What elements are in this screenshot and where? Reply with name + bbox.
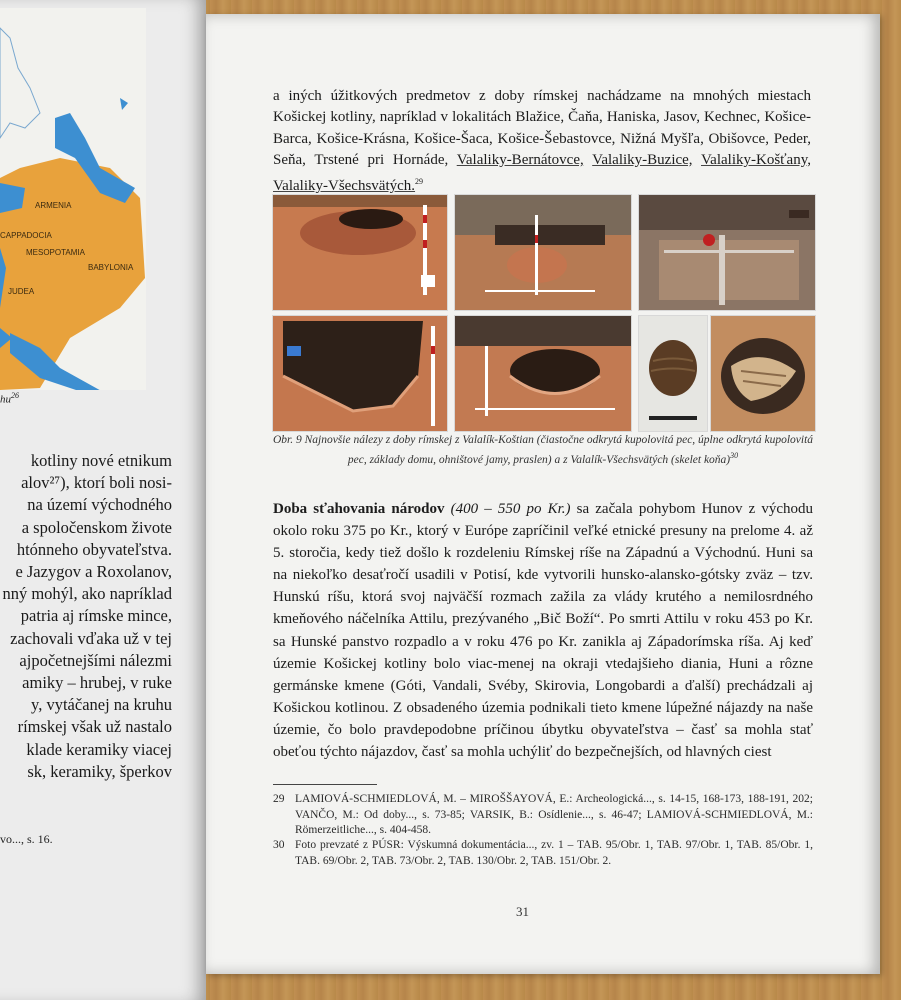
left-text-line: alov²⁷), ktorí boli nosi- xyxy=(21,473,172,493)
left-text-line: amiky – hrubej, v ruke xyxy=(22,673,172,693)
map-label-mesopotamia: MESOPOTAMIA xyxy=(26,248,85,257)
excavation-photo xyxy=(272,194,448,311)
left-text-line: nný mohýl, ako napríklad xyxy=(2,584,172,604)
footnote-29 xyxy=(273,792,813,839)
left-text-line: e Jazygov a Roxolanov, xyxy=(15,562,172,582)
left-text-line: sk, keramiky, šperkov xyxy=(27,761,172,781)
left-text-line: a spoločenskom živote xyxy=(21,517,172,537)
map-label-babylonia: BABYLONIA xyxy=(88,263,134,272)
excavation-photo xyxy=(454,315,632,432)
main-paragraph xyxy=(273,498,813,763)
footnote-number: 30 xyxy=(273,839,285,851)
map-caption: $hu^{26}$ xyxy=(0,391,19,406)
location-link: Valaliky-Všechsvätých. xyxy=(273,178,416,195)
excavation-photo xyxy=(638,194,816,311)
section-heading: Doba sťahovania národov xyxy=(273,501,445,517)
right-page xyxy=(206,14,880,974)
location-link: Valaliky-Bernátovce, xyxy=(456,151,584,168)
left-text-line: ajpočetnejšími nálezmi xyxy=(19,650,172,670)
date-range: (400 – 550 po Kr.) xyxy=(450,501,571,517)
page-number: 31 xyxy=(516,904,529,919)
footnote-number: 29 xyxy=(273,793,285,805)
main-paragraph-text: sa začala pohybom Hunov z východu okolo roku 375 po Kr., ktorý v Európe zapríčinil veľké etnické presuny na prelome 4. až 5. storočia, kedy tiež došlo k rozdeleniu Rímskej ríše na Západnú a Východnú. Huni sa na niekoľko desaťročí usadili v Potisí, kde vytvorili hunsko-alansko-gótsky zväz – tzv. Hunskú ríšu, ktorá svoj najväčší rozmach zažila za vlády krutého a nemilosrdného kmeňového náčelníka Attilu, prezývaného „Bič Boží“. Po smrti Attilu v roku 453 po Kr. sa Hunské panstvo rozpadlo a v roku 476 po Kr. zanikla aj Západorímska ríša. Aj keď územie Košickej kotliny bolo viac-menej na okraji vtedajšieho diania, Huni a rôzne germánske kmene (Góti, Vandali, Svéby, Skirovia, Longobardi a ďalší) prechádzali aj Košickou kotlinou. Z obsadeného územia podnikali tieto kmene lúpežné nájazdy na naše územie, čo bolo pravdepodobne príčinou úbytku obyvateľstva – časť sa mohla stať obeťou týchto nájazdov, časť sa mohla uchýliť do bezpečnejších, od hlavných ciest xyxy=(273,501,814,761)
left-footnote: vo..., s. 16. xyxy=(0,832,53,846)
left-text-line: kotliny nové etnikum xyxy=(30,451,172,470)
left-page xyxy=(0,0,206,1000)
left-page-text xyxy=(0,450,206,783)
photo-caption: Obr. 9 Najnovšie nálezy z doby rímskej z Valalík-Koštian (čiastočne odkrytá kupolovitá pec, úplne odkrytá kupolovitá pec, základy domu, ohništové jamy, praslen) a z Valalík-Všechsvätých (skelet koňa)$^{30}$ xyxy=(272,434,814,466)
location-link: Valaliky-Buzice, xyxy=(592,151,693,168)
map-label-judea: JUDEA xyxy=(8,287,35,296)
horse-skeleton-photo xyxy=(710,315,816,432)
left-text-line: rímskej však už nastalo xyxy=(17,717,172,737)
left-text-line: htónneho obyvateľstva. xyxy=(16,539,172,559)
excavation-photo xyxy=(454,194,632,311)
footnote-text: Foto prevzaté z PÚSR: Výskumná dokumentácia..., zv. 1 – TAB. 95/Obr. 1, TAB. 97/Obr. 1, TAB. 85/Obr. 1, TAB. 69/Obr. 2, TAB. 73/Obr. 2, TAB. 130/Obr. 2, TAB. 151/Obr. 2. xyxy=(295,839,813,867)
location-link: Valaliky-Košťany, xyxy=(701,151,811,168)
left-text-line: klade keramiky viacej xyxy=(26,739,172,759)
map-label-armenia: ARMENIA xyxy=(35,201,72,210)
left-text-line: zachovali vďaka už v tej xyxy=(10,628,172,648)
spindle-whorl-photo xyxy=(638,315,708,432)
left-text-line: patria aj rímske mince, xyxy=(20,606,172,626)
footnote-ref: 29 xyxy=(415,177,424,187)
footnote-text: LAMIOVÁ-SCHMIEDLOVÁ, M. – MIROŠŠAYOVÁ, E.: Archeologická..., s. 14-15, 168-173, 188-191, 202; VANČO, M.: Od doby..., s. 73-85; VARSIK, B.: Osídlenie..., s. 46-47; LAMIOVÁ-SCHMIEDLOVÁ, M.: Römerzeitliche..., s. 404-458. xyxy=(295,793,813,836)
top-paragraph xyxy=(273,86,811,197)
footnote-30 xyxy=(273,838,813,869)
excavation-photo xyxy=(272,315,448,432)
map-label-cappadocia: CAPPADOCIA xyxy=(0,231,52,240)
left-text-line: na území východného xyxy=(27,495,172,515)
top-paragraph-text: a iných úžitkových predmetov z doby rímskej nachádzame na mnohých miestach Košickej kotliny, napríklad v lokalitách Blažice, Čaňa, Haniska, Jasov, Kechnec, Košice-Barca, Košice-Krásna, Košice-Šaca, Košice-Šebastovce, Nižná Myšľa, Obišovce, Peder, Seňa, Trstené pri Hornáde, xyxy=(273,88,811,168)
footnote-separator xyxy=(273,784,377,785)
left-text-line: y, vytáčanej na kruhu xyxy=(31,695,172,715)
photo-grid xyxy=(272,194,814,432)
historical-map xyxy=(0,8,146,390)
